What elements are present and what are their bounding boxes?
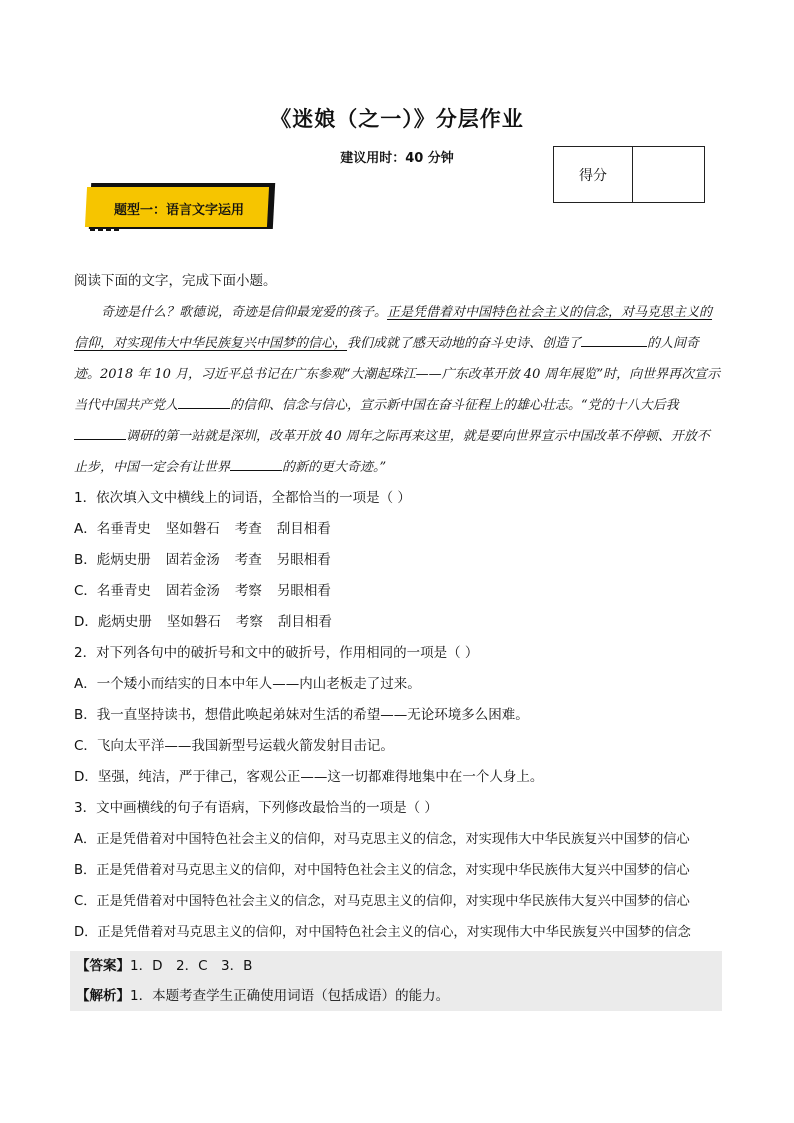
passage-sentence-5: 调研的第一站就是深圳，改革开放 40 周年之际再来这里，就是要向世界宣示中国改革不停顿、开放不止步，中国一定会有让世界 bbox=[74, 429, 710, 475]
q2-option-d: D．坚强，纯洁，严于律己，客观公正——这一切都难得地集中在一个人身上。 bbox=[74, 769, 544, 785]
q3-option-c: C．正是凭借着对中国特色社会主义的信念，对马克思主义的信仰，对实现中华民族伟大复兴中国梦的信心 bbox=[74, 894, 690, 909]
q2-option-a: A．一个矮小而结实的日本中年人——内山老板走了过来。 bbox=[74, 676, 421, 692]
passage-sentence-1: 奇迹是什么？歌德说，奇迹是信仰最宠爱的孩子。 bbox=[101, 305, 388, 320]
underlined-sentence: 正是凭借着对中国特色社会主义的信念，对马克思主义的信仰，对实现伟大中华民族复兴中国梦的信心， bbox=[74, 305, 713, 351]
passage-sentence-6: 的新的更大奇迹。” bbox=[282, 460, 387, 475]
section-banner bbox=[86, 183, 268, 227]
q1-option-c bbox=[74, 576, 722, 607]
option-term: 固若金汤 bbox=[165, 583, 220, 599]
blank-4 bbox=[230, 456, 282, 471]
q3-option-b: B．正是凭借着对马克思主义的信仰，对中国特色社会主义的信念，对实现中华民族伟大复兴中国梦的信心 bbox=[74, 863, 690, 878]
option-term: 考察 bbox=[235, 614, 263, 630]
option-term: 坚如磐石 bbox=[165, 521, 220, 537]
instruction: 阅读下面的文字，完成下面小题。 bbox=[74, 273, 277, 289]
blank-3 bbox=[74, 425, 126, 440]
q3-option-d: D．正是凭借着对马克思主义的信仰，对中国特色社会主义的信心，对实现伟大中华民族复兴中国梦的信念 bbox=[74, 925, 691, 940]
passage-sentence-3: 的人间奇迹。2018 年 10 月，习近平总书记在广东参观“大潮起珠江——广东改革开放 40 周年展览”时，向世界再次宣示当代中国共产党人 bbox=[74, 336, 721, 413]
passage-sentence-2: 我们成就了感天动地的奋斗史诗、创造了 bbox=[347, 336, 582, 351]
question-3-stem: 3．文中画横线的句子有语病，下列修改最恰当的一项是（ ） bbox=[74, 800, 438, 816]
analysis-line bbox=[70, 981, 722, 1011]
answer-line bbox=[70, 951, 722, 981]
question-1-stem: 1．依次填入文中横线上的词语，全都恰当的一项是（ ） bbox=[74, 490, 411, 506]
blank-1 bbox=[581, 332, 647, 347]
option-term: 考查 bbox=[234, 552, 262, 568]
blank-2 bbox=[178, 394, 230, 409]
passage-sentence-4: 的信仰、信念与信心，宣示新中国在奋斗征程上的雄心壮志。“党的十八大后我 bbox=[230, 398, 679, 413]
option-term: 刮目相看 bbox=[277, 614, 332, 630]
score-value-cell[interactable] bbox=[633, 147, 705, 203]
q2-option-c: C．飞向太平洋——我国新型号运载火箭发射目击记。 bbox=[74, 738, 394, 754]
option-term: 坚如磐石 bbox=[166, 614, 221, 630]
score-table bbox=[553, 146, 705, 203]
q3-option-a: A．正是凭借着对中国特色社会主义的信仰，对马克思主义的信念，对实现伟大中华民族复兴中国梦的信心 bbox=[74, 832, 690, 847]
analysis-label: 【解析】 bbox=[76, 988, 130, 1004]
page-title: 《迷娘（之一）》分层作业 bbox=[270, 107, 524, 131]
answer-text: 1．D 2．C 3．B bbox=[130, 958, 253, 974]
option-term: B．彪炳史册 bbox=[74, 552, 151, 568]
option-term: C．名垂青史 bbox=[74, 583, 151, 599]
option-term: D．彪炳史册 bbox=[74, 614, 152, 630]
answer-label: 【答案】 bbox=[76, 958, 130, 974]
option-term: 考查 bbox=[234, 521, 262, 537]
option-term: 另眼相看 bbox=[276, 583, 331, 599]
q1-option-d bbox=[74, 607, 722, 638]
q1-option-a bbox=[74, 514, 722, 545]
option-term: 另眼相看 bbox=[276, 552, 331, 568]
analysis-text: 1．本题考查学生正确使用词语（包括成语）的能力。 bbox=[130, 988, 450, 1004]
section-label: 题型一：语言文字运用 bbox=[114, 203, 245, 218]
document-content bbox=[74, 266, 722, 948]
option-term: 固若金汤 bbox=[165, 552, 220, 568]
suggested-time: 建议用时：40 分钟 bbox=[340, 151, 454, 166]
option-term: A．名垂青史 bbox=[74, 521, 151, 537]
score-label: 得分 bbox=[554, 147, 633, 203]
option-term: 考察 bbox=[234, 583, 262, 599]
banner-dots bbox=[90, 227, 120, 231]
reading-passage bbox=[74, 297, 722, 483]
q2-option-b: B．我一直坚持读书，想借此唤起弟妹对生活的希望——无论环境多么困难。 bbox=[74, 707, 529, 723]
answer-box bbox=[70, 951, 722, 1011]
option-term: 刮目相看 bbox=[276, 521, 331, 537]
q1-option-b bbox=[74, 545, 722, 576]
question-2-stem: 2．对下列各句中的破折号和文中的破折号，作用相同的一项是（ ） bbox=[74, 645, 479, 661]
